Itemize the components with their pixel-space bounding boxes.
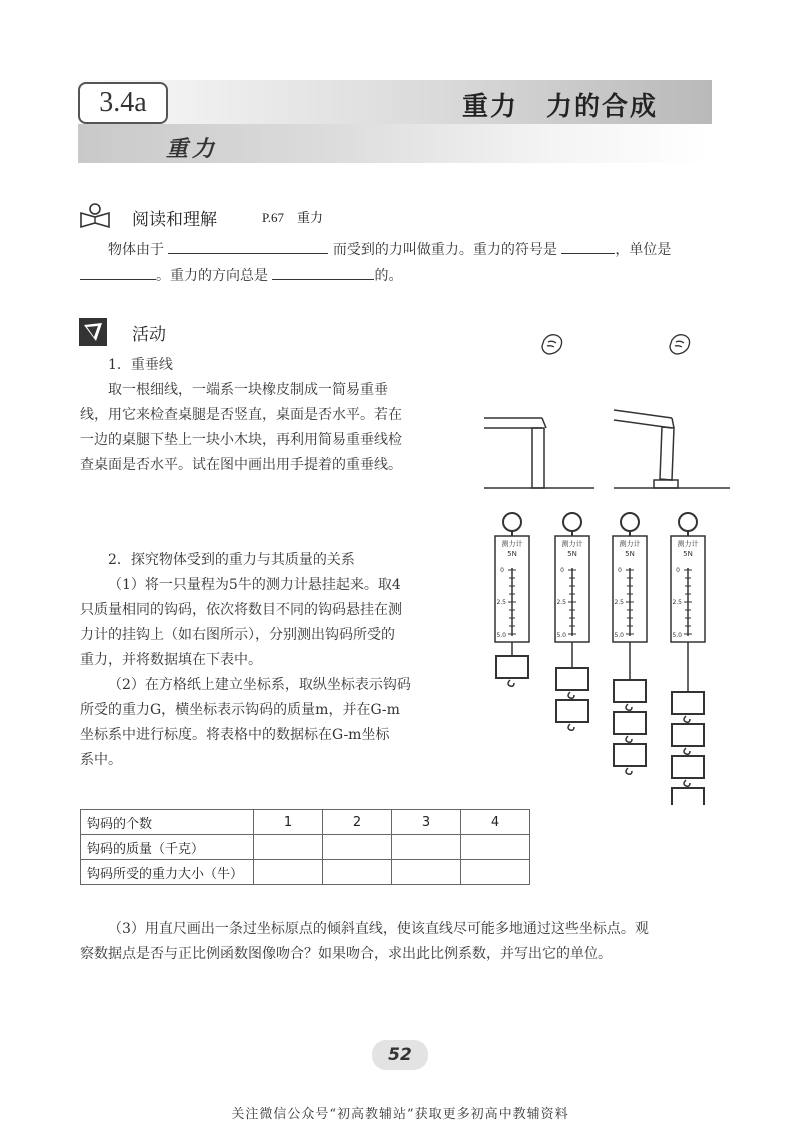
- scale-range: 5N: [625, 550, 635, 558]
- reading-text: ，单位是: [615, 242, 672, 258]
- input-cell[interactable]: [392, 835, 461, 860]
- answer-blank[interactable]: [168, 239, 328, 254]
- activity-heading: 活动: [132, 325, 166, 345]
- row-header: 钩码的个数: [81, 810, 254, 835]
- spring-scale: [555, 513, 589, 730]
- input-cell[interactable]: [323, 860, 392, 885]
- scale-tick-label: 0: [618, 567, 622, 574]
- spring-scale: [613, 513, 647, 774]
- answer-blank[interactable]: [272, 265, 374, 280]
- scale-label: 测力计: [501, 540, 523, 548]
- activity-item1-text: [80, 378, 450, 478]
- scale-body: [613, 513, 647, 650]
- scale-tick-label: 5.0: [672, 632, 682, 639]
- hook-weight: [672, 724, 704, 754]
- scale-body: [495, 513, 529, 650]
- hook-weight: [614, 680, 646, 710]
- hook-weight: [556, 668, 588, 698]
- table-right: [614, 410, 730, 488]
- scale-tick-label: 2.5: [496, 599, 506, 606]
- text-line: （1）将一只量程为5牛的测力计悬挂起来。取4: [108, 577, 401, 593]
- text-line: （2）在方格纸上建立坐标系，取纵坐标表示钩码: [108, 677, 411, 693]
- hook-weight: [672, 788, 704, 805]
- page-number: 52: [372, 1040, 428, 1070]
- scale-tick-label: 5.0: [614, 632, 624, 639]
- table-row: [81, 810, 530, 835]
- reading-text: 而受到的力叫做重力。重力的符号是: [332, 242, 557, 258]
- hook-weight: [614, 744, 646, 774]
- text-line: 只质量相同的钩码，依次将数目不同的钩码悬挂在测: [80, 602, 402, 618]
- hook-weight: [672, 692, 704, 722]
- text-line: 所受的重力G，横坐标表示钩码的质量m，并在G-m: [80, 702, 400, 718]
- spring-scale: [495, 513, 529, 686]
- reading-text: 的。: [374, 268, 403, 284]
- table-row: [81, 860, 530, 885]
- reading-heading: 阅读和理解: [132, 210, 217, 230]
- footer-note: 关注微信公众号“初高教辅站”获取更多初高中教辅资料: [231, 1107, 569, 1122]
- scale-range: 5N: [567, 550, 577, 558]
- text-line: 取一根细线，一端系一块橡皮制成一简易重垂: [108, 382, 388, 398]
- activity-item2-title: 2．探究物体受到的重力与其质量的关系: [108, 552, 355, 568]
- table-cell: 1: [254, 810, 323, 835]
- scale-range: 5N: [507, 550, 517, 558]
- text-line: （3）用直尺画出一条过坐标原点的倾斜直线，使该直线尽可能多地通过这些坐标点。观: [108, 921, 649, 937]
- text-line: 重力，并将数据填在下表中。: [80, 652, 262, 668]
- hook-weight: [496, 656, 528, 686]
- lesson-title: 重力 力的合成: [461, 92, 658, 122]
- hand-icon: [670, 335, 690, 354]
- input-cell[interactable]: [254, 835, 323, 860]
- input-cell[interactable]: [461, 860, 530, 885]
- text-line: 力计的挂钩上（如右图所示），分别测出钩码所受的: [80, 627, 395, 643]
- scale-label: 测力计: [561, 540, 583, 548]
- scale-body: [671, 513, 705, 650]
- hook-weight: [614, 712, 646, 742]
- answer-blank[interactable]: [561, 239, 615, 254]
- input-cell[interactable]: [323, 835, 392, 860]
- input-cell[interactable]: [254, 860, 323, 885]
- reading-line-2: [80, 264, 720, 289]
- table-row: [81, 835, 530, 860]
- input-cell[interactable]: [392, 860, 461, 885]
- activity-icon: [78, 317, 108, 347]
- spring-scale: [671, 513, 705, 805]
- row-header: 钩码的质量（千克）: [81, 835, 254, 860]
- input-cell[interactable]: [461, 835, 530, 860]
- answer-blank[interactable]: [80, 265, 156, 280]
- scale-tick-label: 5.0: [496, 632, 506, 639]
- table-plumb-illustration: [484, 328, 730, 498]
- scale-tick-label: 2.5: [556, 599, 566, 606]
- activity-item1-title: 1．重垂线: [108, 357, 173, 373]
- text-line: 系中。: [80, 752, 122, 768]
- scale-tick-label: 2.5: [672, 599, 682, 606]
- scale-tick-label: 0: [560, 567, 564, 574]
- hand-icon: [542, 335, 562, 354]
- reading-text: 。重力的方向总是: [156, 268, 268, 284]
- spring-scale-illustration: [490, 510, 730, 805]
- text-line: 线，用它来检查桌腿是否竖直，桌面是否水平。若在: [80, 407, 402, 423]
- activity-item2-text: [80, 573, 450, 773]
- scale-body: [555, 513, 589, 650]
- text-line: 一边的桌腿下垫上一块小木块，再利用简易重垂线检: [80, 432, 402, 448]
- scale-label: 测力计: [619, 540, 641, 548]
- table-cell: 4: [461, 810, 530, 835]
- activity-item3-text: [80, 917, 730, 967]
- table-cell: 2: [323, 810, 392, 835]
- hook-weight: [556, 700, 588, 730]
- table-cell: 3: [392, 810, 461, 835]
- text-line: 查桌面是否水平。试在图中画出用手提着的重垂线。: [80, 457, 402, 473]
- table-left: [484, 418, 594, 488]
- scale-label: 测力计: [677, 540, 699, 548]
- lesson-code: 3.4a: [78, 82, 168, 124]
- hook-weight: [672, 756, 704, 786]
- scale-tick-label: 0: [676, 567, 680, 574]
- reading-reference: P.67 重力: [262, 210, 324, 225]
- scale-range: 5N: [683, 550, 693, 558]
- scale-tick-label: 0: [500, 567, 504, 574]
- scale-tick-label: 2.5: [614, 599, 624, 606]
- reading-line-1: [108, 238, 728, 263]
- data-table: [80, 809, 530, 885]
- lesson-header: [78, 80, 712, 163]
- scale-tick-label: 5.0: [556, 632, 566, 639]
- text-line: 坐标系中进行标度。将表格中的数据标在G-m坐标: [80, 727, 390, 743]
- section-title: 重力: [166, 136, 219, 162]
- book-reader-icon: [78, 203, 112, 229]
- row-header: 钩码所受的重力大小（牛）: [81, 860, 254, 885]
- spring-scales: [495, 513, 705, 805]
- reading-text: 物体由于: [108, 242, 164, 258]
- text-line: 察数据点是否与正比例函数图像吻合？如果吻合，求出此比例系数，并写出它的单位。: [80, 946, 612, 962]
